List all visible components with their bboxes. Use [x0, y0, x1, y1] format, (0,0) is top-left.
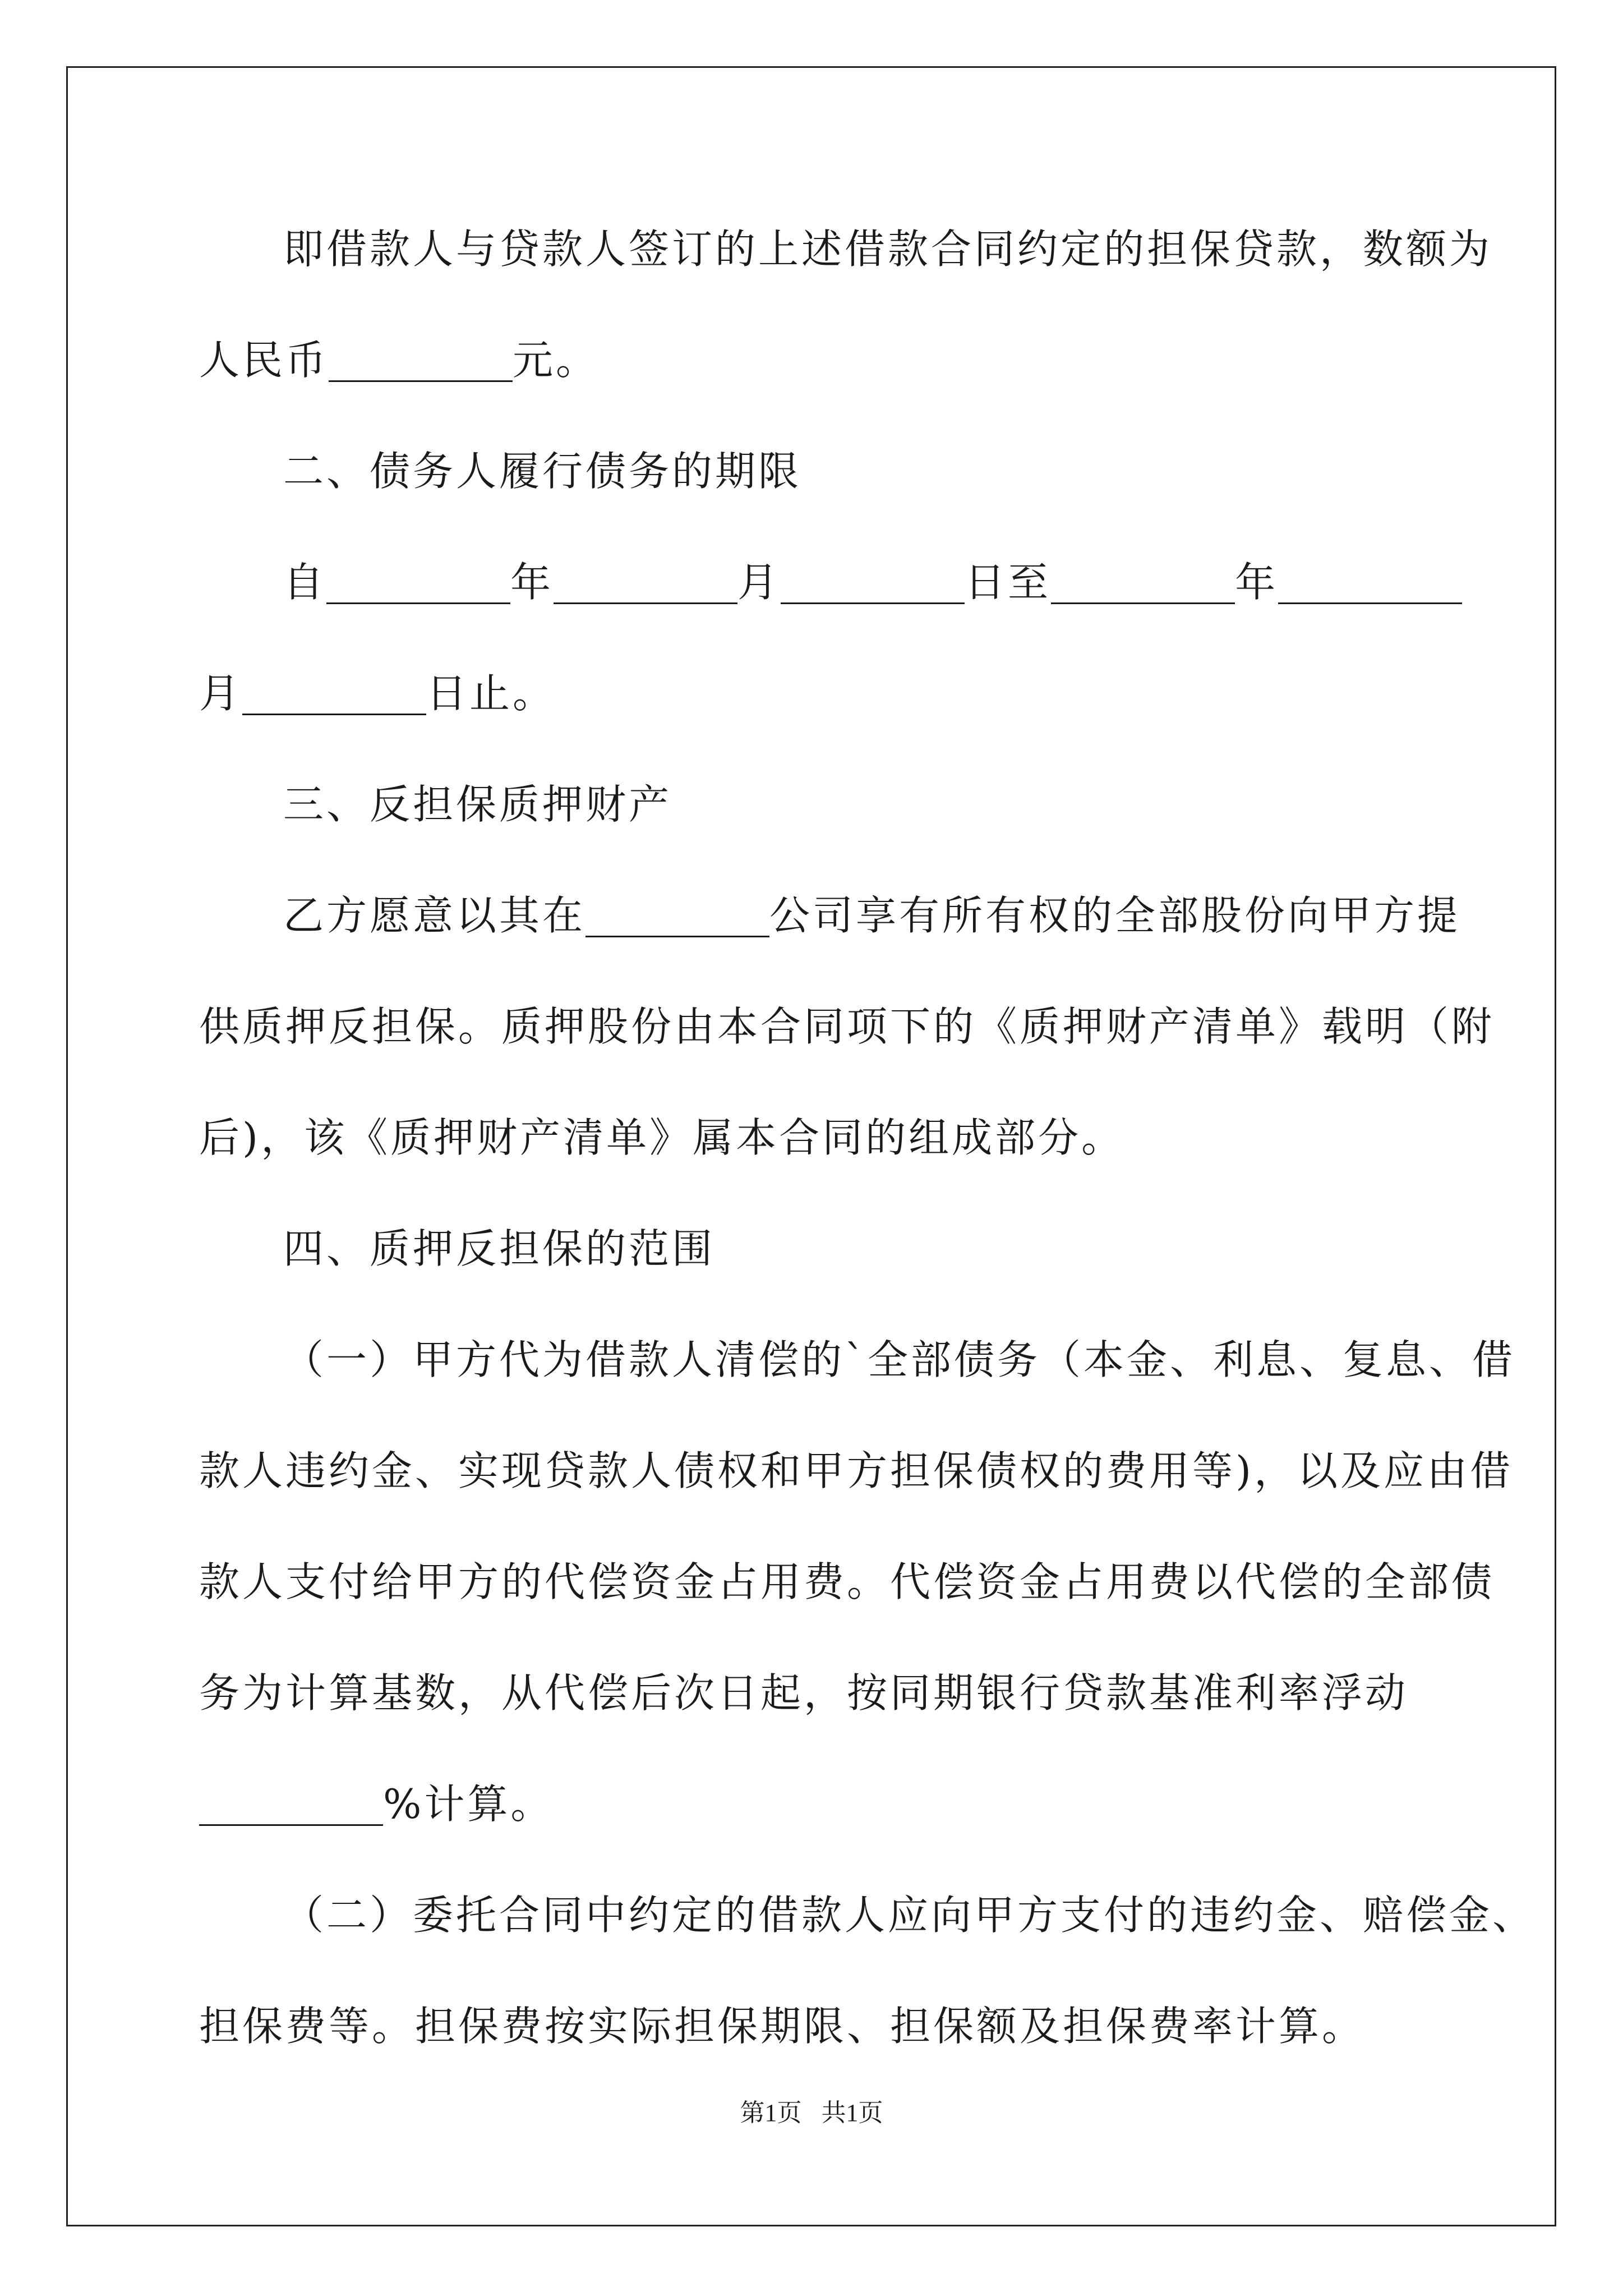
- text-run: 供质押反担保。质押股份由本合同项下的《质押财产清单》载明（附: [199, 1003, 1495, 1050]
- text-run: 二、债务人履行债务的期限: [283, 448, 802, 495]
- page-footer: [0, 2092, 1623, 2128]
- text-line-2: [199, 305, 1433, 416]
- text-run: %计算。: [383, 1780, 554, 1828]
- text-run: 年: [1235, 559, 1279, 606]
- text-run: （二）委托合同中约定的借款人应向甲方支付的违约金、赔偿金、: [283, 1892, 1536, 1939]
- text-run: 年: [510, 559, 554, 606]
- blank-fill-line: [554, 562, 737, 604]
- text-line-10: [199, 1193, 1433, 1304]
- text-line-13: [199, 1526, 1495, 1637]
- text-line-9: [199, 1082, 1433, 1193]
- blank-fill-line: [329, 340, 513, 382]
- text-run: 后)，该《质押财产清单》属本合同的组成部分。: [199, 1114, 1125, 1161]
- blank-fill-line: [781, 562, 965, 604]
- text-line-12: [199, 1415, 1514, 1526]
- text-run: 即借款人与贷款人签订的上述借款合同约定的担保贷款，数额为: [283, 226, 1493, 273]
- page-number: 第1页: [740, 2099, 802, 2127]
- text-run: 日至: [965, 559, 1052, 606]
- text-line-1: [199, 194, 1493, 305]
- text-run: 四、质押反担保的范围: [283, 1225, 716, 1272]
- blank-fill-line: [242, 673, 426, 715]
- blank-fill-line: [326, 562, 510, 604]
- text-run: 月: [199, 670, 243, 717]
- text-run: 款人违约金、实现贷款人债权和甲方担保债权的费用等)，以及应由借: [199, 1447, 1514, 1494]
- text-run: （一）甲方代为借款人清偿的`全部债务（本金、利息、复息、借: [283, 1336, 1516, 1383]
- text-line-7: [199, 860, 1461, 971]
- text-line-14: [199, 1637, 1433, 1749]
- text-run: 自: [283, 559, 327, 606]
- text-run: 元。: [513, 337, 600, 384]
- text-run: 乙方愿意以其在: [283, 892, 586, 939]
- text-line-15: [199, 1749, 1433, 1860]
- text-line-6: [199, 749, 1433, 860]
- blank-fill-line: [585, 895, 769, 937]
- text-line-11: [199, 1304, 1516, 1415]
- text-line-16: [199, 1860, 1536, 1971]
- text-line-8: [199, 971, 1495, 1082]
- text-run: 三、反担保质押财产: [283, 781, 672, 828]
- text-run: 人民币: [199, 337, 329, 384]
- blank-fill-line: [1278, 562, 1462, 604]
- text-run: 款人支付给甲方的代偿资金占用费。代偿资金占用费以代偿的全部债: [199, 1558, 1495, 1605]
- blank-fill-line: [199, 1784, 383, 1826]
- text-line-5: [199, 638, 1433, 749]
- page-total: 共1页: [821, 2099, 883, 2127]
- text-run: 月: [737, 559, 781, 606]
- text-line-3: [199, 416, 1433, 527]
- text-run: 公司享有所有权的全部股份向甲方提: [769, 892, 1461, 939]
- text-run: 务为计算基数，从代偿后次日起，按同期银行贷款基准利率浮动: [199, 1669, 1409, 1717]
- text-line-17: [199, 1971, 1433, 2082]
- text-run: 日止。: [426, 670, 556, 717]
- text-run: 担保费等。担保费按实际担保期限、担保额及担保费率计算。: [199, 2003, 1366, 2050]
- document-body: [199, 194, 1536, 2082]
- blank-fill-line: [1051, 562, 1235, 604]
- text-line-4: [199, 527, 1433, 638]
